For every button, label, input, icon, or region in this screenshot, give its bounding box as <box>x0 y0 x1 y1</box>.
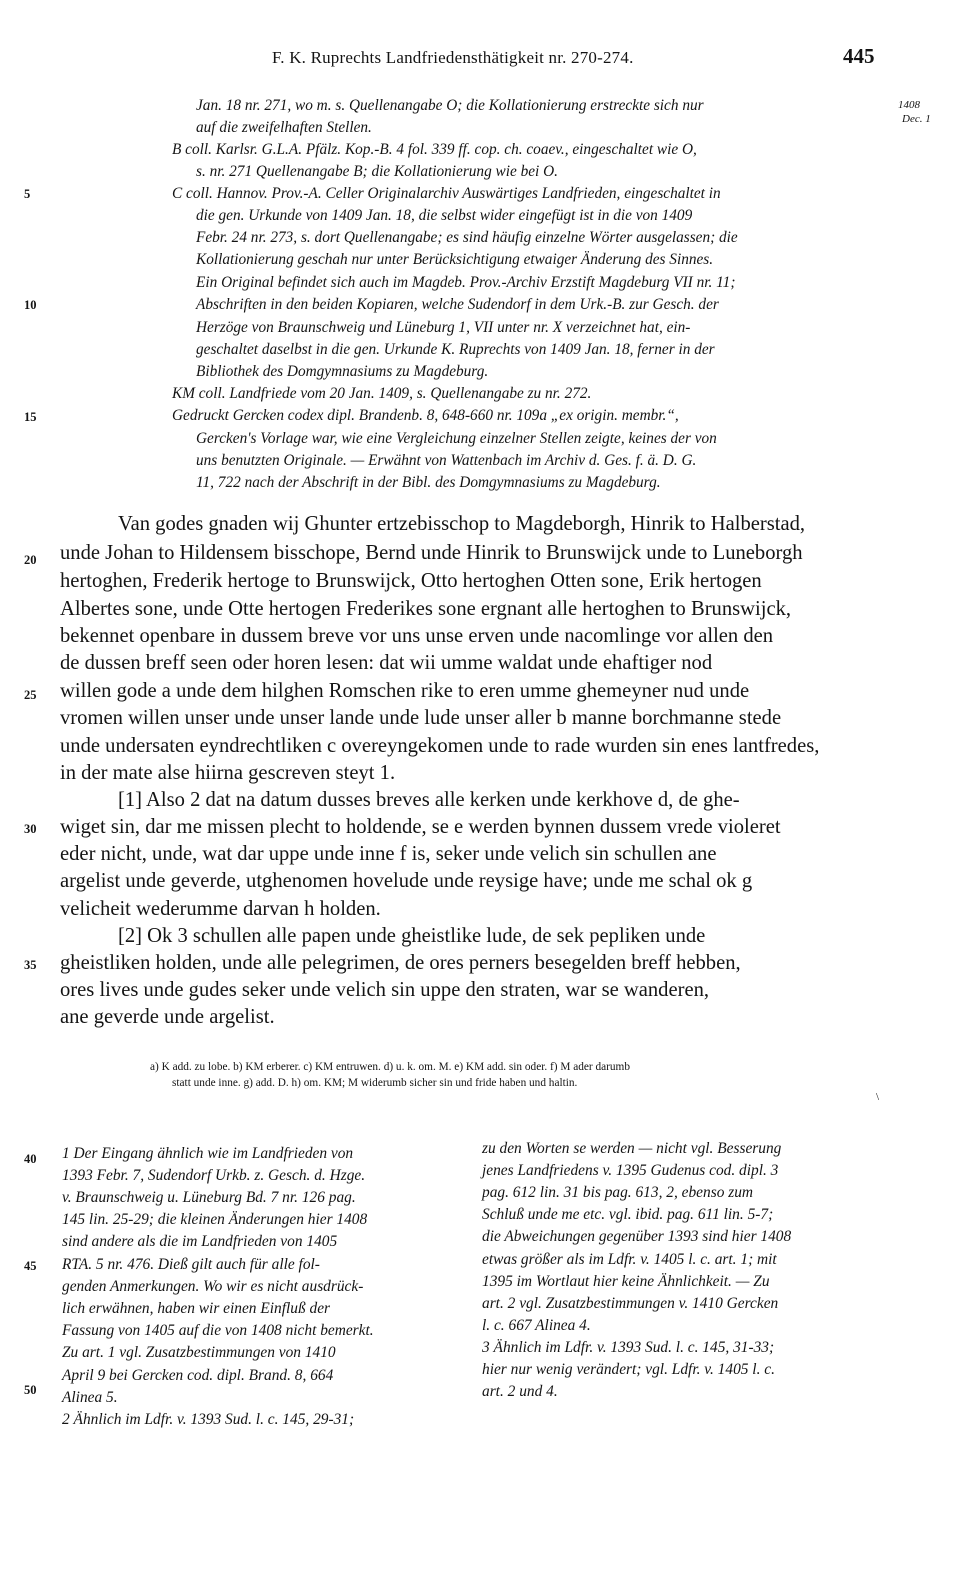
line-number: 35 <box>24 958 37 972</box>
text-line: gheistliken holden, unde alle pelegrimen, de ores perners besegelden breff hebben, <box>60 952 741 974</box>
line-number: 20 <box>24 553 37 567</box>
text-line: argelist unde geverde, utghenomen hovelude unde reysige have; unde me schal ok g <box>60 870 753 892</box>
apparatus-line: s. nr. 271 Quellenangabe B; die Kollationierung wie bei O. <box>196 163 558 180</box>
footnote-line: Alinea 5. <box>62 1389 118 1406</box>
apparatus-line: uns benutzten Originale. — Erwähnt von Wattenbach im Archiv d. Ges. f. ä. D. G. <box>196 452 697 469</box>
text-line: unde Johan to Hildensem bisschope, Bernd unde Hinrik to Brunswijck unde to Luneborgh <box>60 542 803 564</box>
footnote-line: v. Braunschweig u. Lüneburg Bd. 7 nr. 126 pag. <box>62 1189 356 1206</box>
text-line: [2] Ok 3 schullen alle papen unde gheistlike lude, de sek pepliken unde <box>118 925 706 947</box>
apparatus-line: Abschriften in den beiden Kopiaren, welche Sudendorf in dem Urk.-B. zur Gesch. der <box>196 296 719 313</box>
apparatus-line: Herzöge von Braunschweig und Lüneburg 1, VII unter nr. X verzeichnet hat, ein- <box>196 319 691 336</box>
text-line: ores lives unde gudes seker unde velich sin uppe den straten, war se wanderen, <box>60 979 710 1001</box>
line-number: 40 <box>24 1152 37 1166</box>
line-number: 5 <box>24 187 31 201</box>
text-line: eder nicht, unde, wat dar uppe unde inne f is, seker unde velich sin schullen ane <box>60 843 717 865</box>
apparatus-line: auf die zweifelhaften Stellen. <box>196 119 372 136</box>
text-line: Albertes sone, unde Otte hertogen Frederikes sone ergnant alle hertoghen to Brunswijck, <box>60 598 792 620</box>
text-line: [1] Also 2 dat na datum dusses breves alle kerken unde kerkhove d, de ghe- <box>118 789 740 811</box>
variant-line: statt unde inne. g) add. D. h) om. KM; M widerumb sicher sin und fride haben und haltin. <box>172 1077 578 1089</box>
footnote-line: 3 Ähnlich im Ldfr. v. 1393 Sud. l. c. 145, 31-33; <box>482 1339 775 1356</box>
running-title: F. K. Ruprechts Landfriedensthätigkeit nr. 270-274. <box>272 48 634 67</box>
apparatus-line: Gercken's Vorlage war, wie eine Vergleichung einzelner Stellen zeigte, keines der von <box>196 430 717 447</box>
footnote-line: 1 Der Eingang ähnlich wie im Landfrieden von <box>62 1145 354 1162</box>
footnote-line: Schluß unde me etc. vgl. ibid. pag. 611 lin. 5-7; <box>482 1206 774 1223</box>
footnote-line: die Abweichungen gegenüber 1393 sind hier 1408 <box>482 1228 792 1245</box>
line-number: 30 <box>24 822 37 836</box>
page-number: 445 <box>843 44 875 68</box>
footnote-line: sind andere als die im Landfrieden von 1405 <box>62 1233 338 1250</box>
text-line: wiget sin, dar me missen plecht to holdende, se e werden bynnen dussem vrede violeret <box>60 816 781 838</box>
apparatus-line: 11, 722 nach der Abschrift in der Bibl. des Domgymnasiums zu Magdeburg. <box>196 474 661 491</box>
footnote-line: 145 lin. 25-29; die kleinen Änderungen hier 1408 <box>62 1211 368 1228</box>
margin-date-year: 1408 <box>898 99 920 111</box>
text-line: bekennet openbare in dussem breve vor uns unse erven unde nacomlinge vor allen den <box>60 625 774 647</box>
text-line: de dussen breff seen oder horen lesen: dat wii umme waldat unde ehaftiger nod <box>60 652 713 674</box>
text-line: vromen willen unser unde unser lande unde lude unser aller b manne borchmanne stede <box>60 707 782 729</box>
line-number: 45 <box>24 1259 37 1273</box>
apparatus-line: B coll. Karlsr. G.L.A. Pfälz. Kop.-B. 4 fol. 339 ff. cop. ch. coaev., eingeschaltet wie O, <box>172 141 697 158</box>
footnote-line: RTA. 5 nr. 476. Dieß gilt auch für alle fol- <box>62 1256 320 1273</box>
text-line: ane geverde unde argelist. <box>60 1006 275 1028</box>
stray-mark: \ <box>876 1091 880 1103</box>
line-number: 15 <box>24 410 37 424</box>
footnote-line: genden Anmerkungen. Wo wir es nicht ausdrück- <box>62 1278 364 1295</box>
footnote-line: 1393 Febr. 7, Sudendorf Urkb. z. Gesch. d. Hzge. <box>62 1167 366 1184</box>
apparatus-line: geschaltet daselbst in die gen. Urkunde K. Ruprechts von 1409 Jan. 18, ferner in der <box>196 341 715 358</box>
footnote-line: 1395 im Wortlaut hier keine Ähnlichkeit. — Zu <box>482 1273 770 1290</box>
footnote-line: etwas größer als im Ldfr. v. 1405 l. c. art. 1; mit <box>482 1251 777 1268</box>
apparatus-line: Ein Original befindet sich auch im Magdeb. Prov.-Archiv Erzstift Magdeburg VII nr. 11; <box>196 274 736 291</box>
margin-date-day: Dec. 1 <box>902 113 931 125</box>
apparatus-line: Febr. 24 nr. 273, s. dort Quellenangabe; es sind häufig einzelne Wörter ausgelassen; die <box>196 229 738 246</box>
line-number: 10 <box>24 298 37 312</box>
text-line: unde undersaten eyndrechtliken c overeyngekomen unde to rade wurden sin enes lantfredes, <box>60 735 820 757</box>
footnote-line: lich erwähnen, haben wir einen Einfluß der <box>62 1300 331 1317</box>
text-line: Van godes gnaden wij Ghunter ertzebisschop to Magdeborgh, Hinrik to Halberstad, <box>118 513 806 535</box>
footnote-line: Fassung von 1405 auf die von 1408 nicht bemerkt. <box>62 1322 374 1339</box>
footnote-line: art. 2 vgl. Zusatzbestimmungen v. 1410 Gercken <box>482 1295 779 1312</box>
line-number: 50 <box>24 1383 37 1397</box>
footnote-line: l. c. 667 Alinea 4. <box>482 1317 591 1334</box>
footnote-line: hier nur wenig verändert; vgl. Ldfr. v. 1405 l. c. <box>482 1361 775 1378</box>
apparatus-line: die gen. Urkunde von 1409 Jan. 18, die selbst wider eingefügt ist in die von 1409 <box>196 207 693 224</box>
apparatus-line: Bibliothek des Domgymnasiums zu Magdeburg. <box>196 363 489 380</box>
line-number: 25 <box>24 688 37 702</box>
footnote-line: 2 Ähnlich im Ldfr. v. 1393 Sud. l. c. 145, 29-31; <box>62 1411 355 1428</box>
variant-line: a) K add. zu lobe. b) KM erberer. c) KM entruwen. d) u. k. om. M. e) KM add. sin oder. f) M ader darumb <box>150 1061 630 1073</box>
footnote-line: art. 2 und 4. <box>482 1383 558 1400</box>
footnote-line: April 9 bei Gercken cod. dipl. Brand. 8, 664 <box>62 1367 334 1384</box>
apparatus-line: Kollationierung geschah nur unter Berücksichtigung etwaiger Änderung des Sinnes. <box>196 251 714 268</box>
text-line: velicheit wederumme darvan h holden. <box>60 898 381 920</box>
footnote-line: jenes Landfriedens v. 1395 Gudenus cod. dipl. 3 <box>482 1162 779 1179</box>
footnote-line: zu den Worten se werden — nicht vgl. Besserung <box>482 1140 782 1157</box>
apparatus-line: Gedruckt Gercken codex dipl. Brandenb. 8, 648-660 nr. 109a „ex origin. membr.“, <box>172 407 679 424</box>
text-line: in der mate alse hiirna gescreven steyt 1. <box>60 762 396 784</box>
footnote-line: pag. 612 lin. 31 bis pag. 613, 2, ebenso zum <box>482 1184 754 1201</box>
text-line: willen gode a unde dem hilghen Romschen rike to eren umme ghemeyner nud unde <box>60 680 750 702</box>
text-line: hertoghen, Frederik hertoge to Brunswijck, Otto hertoghen Otten sone, Erik hertogen <box>60 570 762 592</box>
footnote-line: Zu art. 1 vgl. Zusatzbestimmungen von 1410 <box>62 1344 336 1361</box>
apparatus-line: KM coll. Landfriede vom 20 Jan. 1409, s. Quellenangabe zu nr. 272. <box>172 385 592 402</box>
apparatus-line: C coll. Hannov. Prov.-A. Celler Originalarchiv Auswärtiges Landfrieden, eingeschaltet in <box>172 185 721 202</box>
apparatus-line: Jan. 18 nr. 271, wo m. s. Quellenangabe O; die Kollationierung erstreckte sich nur <box>196 97 704 114</box>
